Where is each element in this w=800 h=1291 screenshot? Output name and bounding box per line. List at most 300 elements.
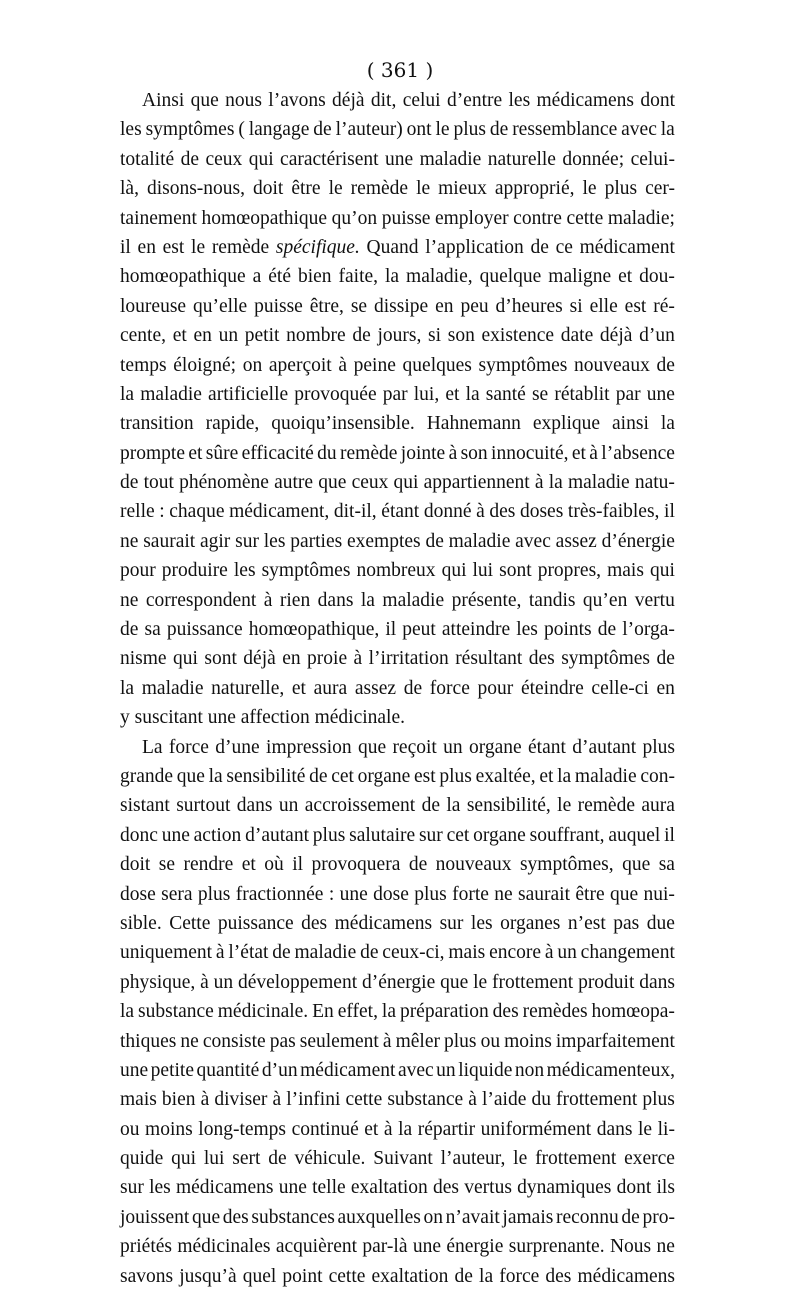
word: atteindre — [441, 619, 511, 641]
word: loureuse — [120, 295, 187, 317]
text-line — [120, 1173, 675, 1202]
word: ne — [120, 530, 139, 552]
word: être — [291, 178, 321, 200]
word: des — [489, 501, 516, 523]
word: exerce — [624, 1148, 675, 1170]
text-line — [120, 115, 675, 144]
text-line — [120, 497, 675, 526]
word: accroissement — [304, 795, 416, 817]
word: temps — [120, 354, 167, 376]
word: plus — [197, 883, 231, 905]
word: à — [382, 1030, 392, 1052]
word: à — [200, 971, 209, 993]
word: l’orga- — [622, 619, 675, 641]
word: que — [176, 765, 205, 787]
word: dont — [616, 1177, 652, 1199]
word: ne — [120, 589, 139, 611]
word: ou — [480, 1030, 501, 1052]
word: une — [207, 707, 236, 729]
word: organe — [468, 736, 522, 758]
word: ne — [656, 1236, 675, 1258]
text-line — [120, 586, 675, 615]
word: force — [499, 1265, 540, 1287]
word: doses — [519, 501, 564, 523]
word: ce — [555, 236, 573, 258]
word: médicamens — [334, 912, 433, 934]
word: de — [360, 942, 379, 964]
word: résultant — [455, 648, 523, 670]
word: médicament, — [229, 501, 330, 523]
word: à — [468, 1089, 477, 1111]
word: à — [200, 1089, 210, 1111]
word: été — [268, 266, 291, 288]
word: la — [557, 765, 572, 787]
word: quelque — [479, 266, 542, 288]
word: encore — [489, 942, 542, 964]
word: sur — [439, 912, 464, 934]
word: étant — [381, 501, 420, 523]
word: la — [398, 1118, 413, 1140]
word: jouissent — [120, 1206, 190, 1228]
text-line — [120, 409, 675, 438]
word: pro- — [642, 1206, 675, 1228]
word: qui — [248, 148, 274, 170]
word: homœopathique — [120, 266, 246, 288]
word: mais — [120, 1089, 157, 1111]
word: plus — [312, 824, 346, 846]
word: avec — [397, 1059, 434, 1081]
word: qui — [393, 472, 419, 494]
word: le — [191, 236, 206, 258]
word: cet — [446, 824, 470, 846]
word: et — [364, 1118, 379, 1140]
word: correspondent — [145, 589, 257, 611]
word: mieux — [438, 178, 487, 200]
word: exaltation — [350, 1177, 428, 1199]
word: le — [416, 178, 431, 200]
word: des — [528, 648, 555, 670]
word: priétés — [120, 1236, 172, 1258]
word: être, — [309, 295, 344, 317]
word: une — [412, 1236, 441, 1258]
word: où — [264, 854, 284, 876]
word: il — [385, 619, 397, 641]
word: saurait — [518, 883, 571, 905]
word: La — [142, 736, 163, 758]
word: salutaire — [349, 824, 416, 846]
word: produit — [578, 971, 635, 993]
word: caractérisent — [280, 148, 379, 170]
word: surtout — [176, 795, 231, 817]
text-line — [120, 938, 675, 967]
word: dans — [317, 589, 354, 611]
word: approprié, — [494, 178, 575, 200]
text-line — [120, 321, 675, 350]
text-line — [120, 1115, 675, 1144]
text-line — [120, 880, 675, 909]
word: les — [120, 119, 142, 141]
word: autre — [274, 472, 314, 494]
word: il — [664, 824, 675, 846]
word: maladie — [382, 589, 445, 611]
word: pour — [477, 677, 514, 699]
word: par-là — [362, 1236, 408, 1258]
word: les — [508, 90, 531, 111]
word: tainement — [120, 207, 197, 229]
word: de — [656, 354, 675, 376]
word: les — [149, 1177, 171, 1199]
word: à — [589, 442, 598, 464]
word: peut — [402, 619, 436, 641]
word: maligne — [548, 266, 612, 288]
word: grande — [120, 765, 174, 787]
word: consiste — [202, 1030, 266, 1052]
word: quoiqu’insensible. — [271, 413, 415, 435]
word: sont — [499, 560, 532, 582]
word: saurait — [143, 530, 196, 552]
word: éloigné; — [173, 354, 237, 376]
word: en — [435, 295, 454, 317]
word: dose — [120, 883, 156, 905]
word: répartir — [417, 1118, 476, 1140]
word: cente, — [120, 325, 167, 347]
text-line — [120, 86, 675, 115]
word: pas — [269, 1030, 296, 1052]
word: symptômes — [561, 648, 651, 670]
word: puisse — [254, 295, 303, 317]
text-line — [120, 821, 675, 850]
word: plus — [642, 736, 675, 758]
word: le — [513, 1148, 528, 1170]
word: dou- — [639, 266, 675, 288]
word: cette — [345, 1089, 383, 1111]
word: que — [622, 854, 651, 876]
word: l’absence — [601, 442, 675, 464]
word: de — [313, 119, 332, 141]
word: que — [357, 736, 387, 758]
word: exaltation — [371, 1265, 449, 1287]
word: de — [120, 472, 139, 494]
word: diviser — [214, 1089, 268, 1111]
word: imparfaitement — [555, 1030, 675, 1052]
word: puisse — [381, 207, 431, 229]
word: des — [222, 1206, 249, 1228]
word: à — [272, 1089, 282, 1111]
word: peu — [460, 295, 489, 317]
word: substances — [251, 1206, 335, 1228]
word: cet — [331, 765, 354, 787]
word: santé — [485, 383, 526, 405]
text-line — [120, 204, 675, 233]
word: à — [383, 1118, 393, 1140]
word: il — [664, 501, 675, 523]
word: due — [646, 912, 675, 934]
word: ceux-ci, — [382, 942, 445, 964]
word: totalité — [120, 148, 175, 170]
word: pas — [613, 912, 640, 934]
word: artificielle — [208, 383, 289, 405]
word: petite — [150, 1059, 194, 1081]
word: la — [381, 1001, 396, 1023]
word: substance — [387, 1089, 464, 1111]
word: ( — [238, 119, 245, 141]
word: donc — [120, 824, 158, 846]
text-line — [120, 615, 675, 644]
word: les — [263, 530, 286, 552]
word: dit-il, — [333, 501, 377, 523]
word: les — [470, 912, 493, 934]
word: physique, — [120, 971, 196, 993]
word: telle — [312, 1177, 346, 1199]
word: disons-nous, — [146, 178, 246, 200]
word: nombreux — [356, 560, 436, 582]
word: uniformément — [480, 1118, 592, 1140]
word: remède — [350, 178, 409, 200]
word: sur — [120, 1177, 144, 1199]
word: ré- — [653, 295, 675, 317]
word: de — [597, 619, 617, 641]
word: la — [120, 383, 135, 405]
word: d’autant — [572, 736, 637, 758]
word: d’heures — [495, 295, 563, 317]
word: de — [352, 325, 371, 347]
word: sa — [144, 619, 161, 641]
word: force — [429, 677, 470, 699]
word: sert — [232, 1148, 261, 1170]
text-line — [120, 968, 675, 997]
word: que — [190, 90, 219, 111]
word: un — [278, 795, 299, 817]
word: quantité — [196, 1059, 260, 1081]
word: sur — [235, 530, 259, 552]
word: organe — [357, 765, 411, 787]
word: des — [433, 1177, 460, 1199]
word: exemptes — [347, 530, 421, 552]
word: dose — [373, 883, 409, 905]
word: de — [425, 530, 444, 552]
word: cer- — [645, 178, 675, 200]
word: acquièrent — [275, 1236, 358, 1258]
word: est — [414, 765, 436, 787]
word: force — [168, 736, 209, 758]
word: sera — [161, 883, 193, 905]
word: plus — [444, 1030, 477, 1052]
word: médicinale. — [314, 707, 406, 729]
word: ceux — [205, 148, 243, 170]
word: naturelle — [487, 148, 556, 170]
word: de — [421, 795, 440, 817]
word: quide — [120, 1148, 164, 1170]
word: remède — [211, 236, 270, 258]
word: en — [193, 325, 212, 347]
word: puissance — [166, 619, 243, 641]
word: en — [282, 648, 301, 670]
word: dont — [640, 90, 675, 111]
word: médicamenteux, — [546, 1059, 675, 1081]
word: sensibilité — [226, 765, 306, 787]
text-line — [120, 1085, 675, 1114]
word: elle — [589, 295, 618, 317]
word: transition — [120, 413, 194, 435]
word: assez — [555, 530, 597, 552]
word: la — [446, 795, 461, 817]
text-line — [120, 762, 675, 791]
word: et — [539, 765, 554, 787]
word: de — [309, 765, 328, 787]
word: impression — [266, 736, 352, 758]
word: action — [193, 824, 242, 846]
word: énergie — [446, 1236, 504, 1258]
word: d’entre — [446, 90, 503, 111]
word: long-temps — [198, 1118, 287, 1140]
word: ainsi — [612, 413, 649, 435]
word: n’est — [567, 912, 606, 934]
word: exaltée, — [475, 765, 536, 787]
word: la — [384, 266, 400, 288]
word: est — [162, 236, 185, 258]
word: mais — [448, 942, 486, 964]
word: ne — [494, 883, 513, 905]
word: de — [180, 148, 199, 170]
word: ressemblance — [512, 119, 618, 141]
word: d’un — [639, 325, 675, 347]
text-line — [120, 1056, 675, 1085]
word: explique — [532, 413, 601, 435]
word: dit, — [370, 90, 397, 111]
word: ne — [180, 1030, 199, 1052]
word: à — [448, 442, 458, 464]
word: bien — [161, 1089, 196, 1111]
word: du — [317, 442, 337, 464]
word: se — [350, 295, 368, 317]
word: con- — [640, 765, 675, 787]
word: des — [492, 1001, 519, 1023]
word: étant — [528, 736, 566, 758]
word: parties — [290, 530, 343, 552]
word: sensibilité, — [466, 795, 551, 817]
word: cette — [566, 207, 604, 229]
word: un — [436, 1059, 456, 1081]
word: d’un — [261, 1059, 298, 1081]
word: à — [534, 472, 544, 494]
word: par — [382, 383, 408, 405]
word: avec — [621, 119, 657, 141]
word: celui- — [630, 148, 675, 170]
word: d’énergie — [601, 530, 675, 552]
text-line — [120, 703, 675, 732]
word: sistant — [120, 795, 170, 817]
word: produire — [161, 560, 228, 582]
word: nouveaux — [435, 854, 512, 876]
word: et — [188, 442, 203, 464]
text-line — [120, 380, 675, 409]
word: d’énergie — [361, 971, 436, 993]
word: seulement — [299, 1030, 379, 1052]
word: jusqu’à — [179, 1265, 237, 1287]
word: n’avait — [445, 1206, 500, 1228]
word: se — [531, 383, 549, 405]
word: une — [646, 383, 675, 405]
text-line — [120, 1262, 675, 1291]
word: jointe — [400, 442, 446, 464]
word: un — [218, 325, 239, 347]
word: relle — [120, 501, 155, 523]
word: dynamiques — [517, 1177, 612, 1199]
word: lui — [203, 1148, 225, 1170]
word: médicament — [300, 1059, 396, 1081]
word: dans — [236, 795, 273, 817]
word: remèdes — [522, 1001, 588, 1023]
word: maladie — [419, 148, 482, 170]
text-line — [120, 468, 675, 497]
word: de — [120, 619, 139, 641]
word: langage — [248, 119, 310, 141]
word: propres, — [537, 560, 602, 582]
word: frottement — [556, 1089, 638, 1111]
word: fractionnée — [235, 883, 324, 905]
word: assez — [354, 677, 397, 699]
word: maladie — [140, 383, 202, 405]
text-line — [120, 644, 675, 673]
word: lui — [472, 560, 494, 582]
word: qui — [171, 1148, 197, 1170]
word: spécifique. — [275, 236, 360, 258]
text-line — [120, 791, 675, 820]
word: celle-ci — [591, 677, 649, 699]
word: le — [557, 795, 572, 817]
word: effet, — [337, 1001, 378, 1023]
word: son — [447, 325, 475, 347]
word: provoquera — [311, 854, 401, 876]
word: une — [385, 148, 414, 170]
word: rapide, — [205, 413, 260, 435]
word: l’avons — [268, 90, 326, 111]
word: on — [242, 354, 263, 376]
word: moins — [145, 1118, 193, 1140]
word: Hahnemann — [426, 413, 521, 435]
word: natu- — [634, 472, 675, 494]
word: lui, — [413, 383, 440, 405]
word: et — [571, 442, 586, 464]
word: forte — [452, 883, 489, 905]
word: un — [557, 942, 577, 964]
word: jours, — [377, 325, 422, 347]
word: liquide — [458, 1059, 513, 1081]
word: nous — [225, 90, 262, 111]
word: doit — [253, 178, 284, 200]
word: le — [582, 178, 597, 200]
word: innocuité, — [491, 442, 569, 464]
word: que — [191, 1206, 221, 1228]
word: ils — [656, 1177, 675, 1199]
word: frottement — [535, 1148, 617, 1170]
word: tout — [143, 472, 174, 494]
word: substance — [138, 1001, 214, 1023]
word: contre — [513, 207, 562, 229]
word: maladie — [448, 530, 511, 552]
word: agir — [199, 530, 231, 552]
word: auquel — [608, 824, 661, 846]
word: Ainsi — [142, 90, 185, 111]
word: pour — [120, 560, 156, 582]
text-line — [120, 145, 675, 174]
word: li- — [657, 1118, 675, 1140]
word: en — [137, 236, 156, 258]
word: maladie — [294, 942, 357, 964]
word: l’application — [425, 236, 524, 258]
word: chaque — [169, 501, 225, 523]
word: médicamens — [536, 90, 634, 111]
